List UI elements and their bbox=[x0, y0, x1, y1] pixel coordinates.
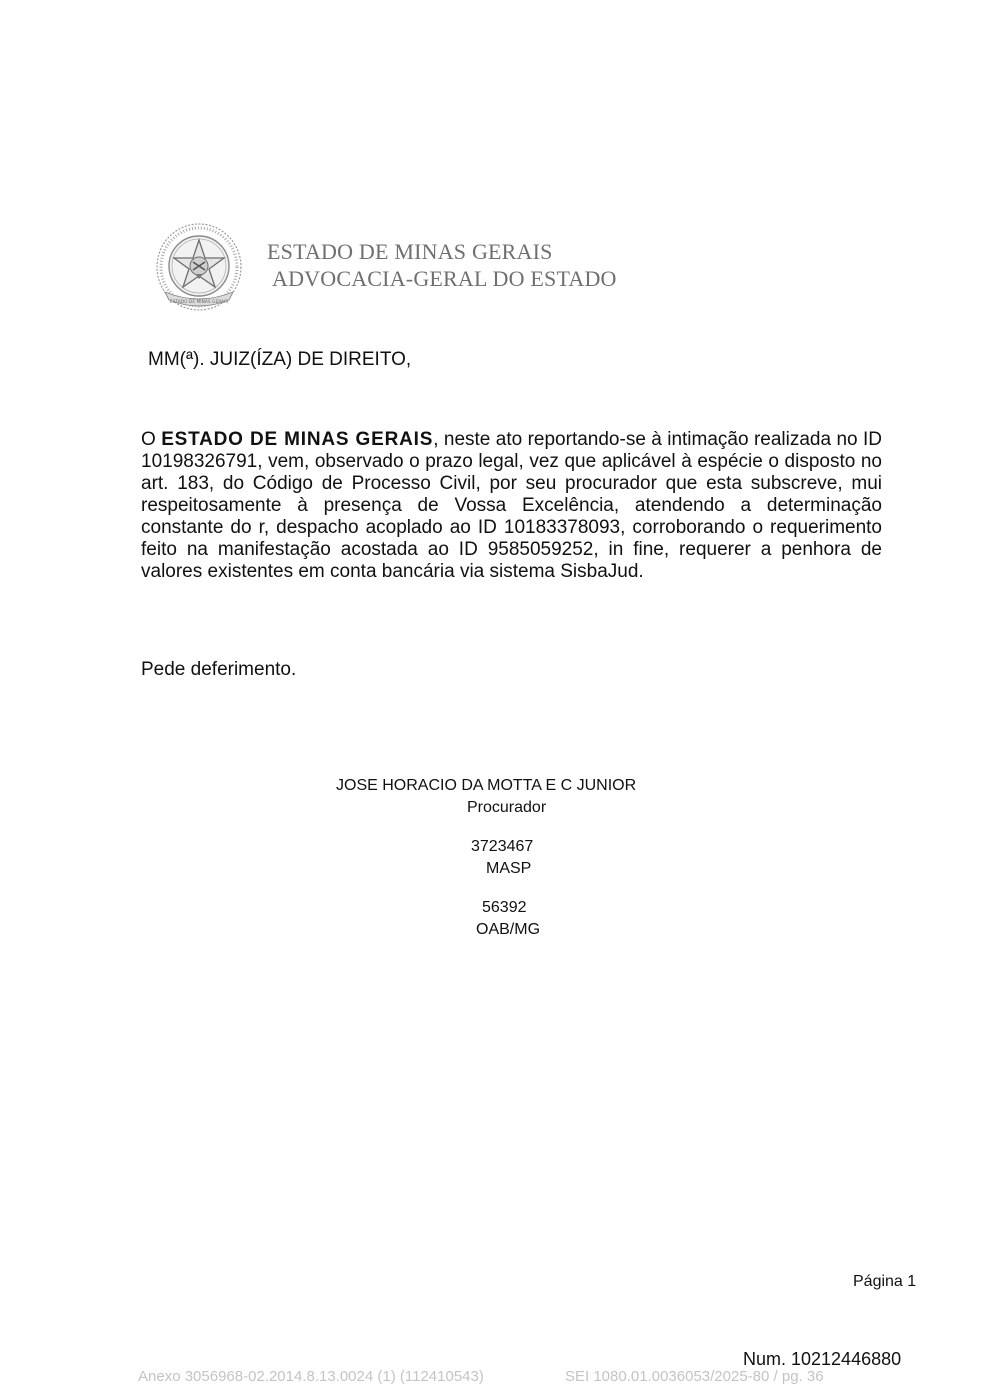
coat-of-arms-seal-icon bbox=[155, 222, 243, 312]
letterhead-text bbox=[267, 238, 617, 292]
agency-name: ADVOCACIA-GERAL DO ESTADO bbox=[272, 266, 617, 291]
party-name: ESTADO DE MINAS GERAIS bbox=[161, 429, 434, 450]
state-name: ESTADO DE MINAS GERAIS bbox=[267, 239, 553, 264]
signatory-role: Procurador bbox=[467, 799, 547, 816]
page-number: Página 1 bbox=[853, 1273, 917, 1290]
masp-label: MASP bbox=[486, 860, 532, 877]
masp-number: 3723467 bbox=[471, 838, 534, 855]
paragraph-intro: O bbox=[141, 429, 162, 450]
letterhead bbox=[155, 222, 655, 314]
oab-number: 56392 bbox=[482, 899, 527, 916]
paragraph-text: , neste ato reportando-se à intimação realizada no ID 10198326791, vem, observado o prazo legal, vez que aplicável à espécie o disposto no art. 183, do Código de Processo Civil, por seu procurador que esta subscreve, mui respeitosamente à presença de Vossa Excelência, atendendo a determinação constante do r, despacho acoplado ao ID 10183378093, corroborando o requerimento feito na manifestação acostada ao ID 9585059252, in fine, requerer a penhora de valores existentes em conta bancária via sistema SisbaJud. bbox=[141, 429, 882, 582]
svg-text:ESTADO DE MINAS GERAIS: ESTADO DE MINAS GERAIS bbox=[169, 300, 229, 305]
footer-annex-reference: Anexo 3056968-02.2014.8.13.0024 (1) (112410543) bbox=[138, 1368, 484, 1385]
signatory-name: JOSE HORACIO DA MOTTA E C JUNIOR bbox=[336, 777, 637, 794]
document-number: Num. 10212446880 bbox=[743, 1349, 902, 1369]
oab-label: OAB/MG bbox=[476, 921, 541, 938]
salutation: MM(ª). JUIZ(ÍZA) DE DIREITO, bbox=[148, 349, 412, 370]
petition-paragraph bbox=[141, 429, 882, 583]
closing-line: Pede deferimento. bbox=[141, 659, 297, 680]
footer-sei-reference: SEI 1080.01.0036053/2025-80 / pg. 36 bbox=[565, 1368, 824, 1385]
